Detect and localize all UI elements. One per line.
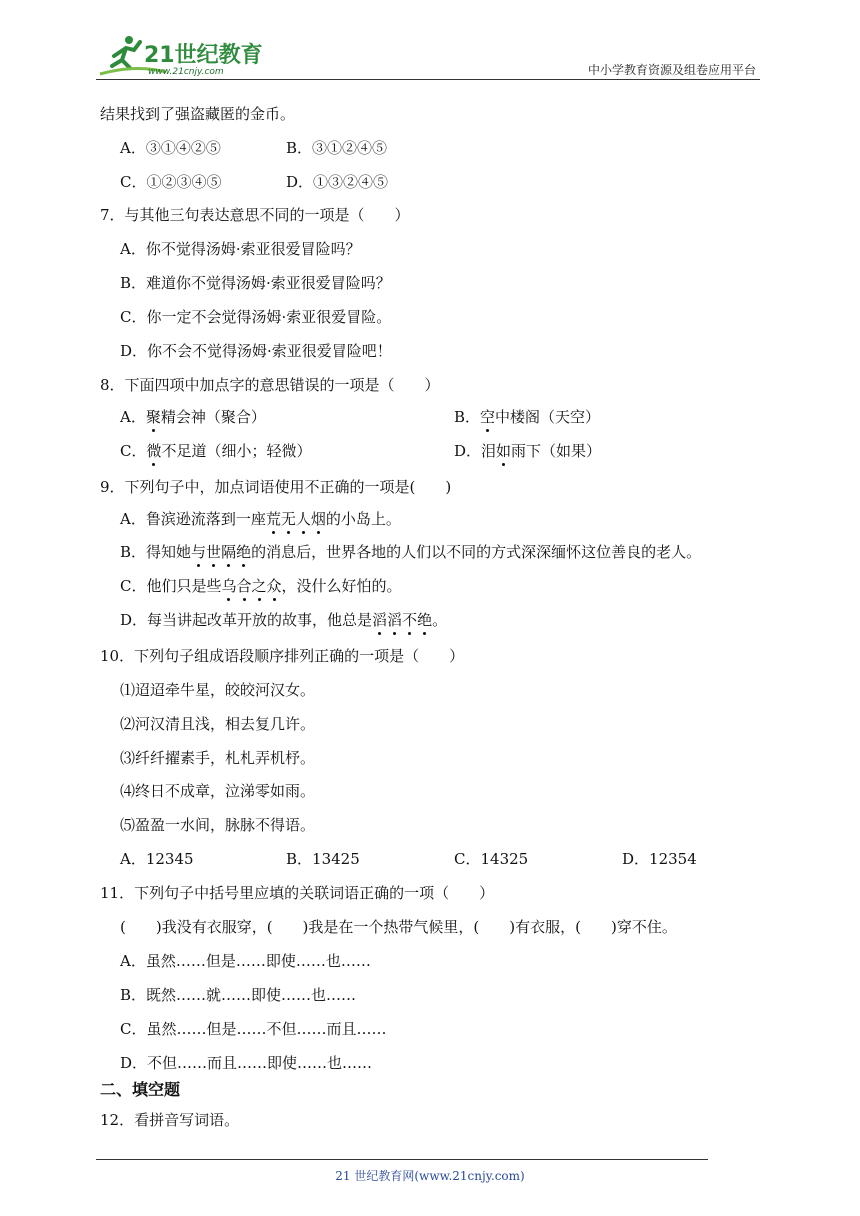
- q10-line: ⑶纤纤擢素手，札札弄机杼。: [120, 749, 316, 767]
- q6-tail: 结果找到了强盗藏匿的金币。: [100, 105, 296, 123]
- q9-option-d: D．每当讲起改革开放的故事，他总是滔滔不绝。: [120, 611, 448, 629]
- q6-option-c: C．①②③④⑤: [120, 173, 222, 191]
- q9-option-b: B．得知她与世隔绝的消息后，世界各地的人们以不同的方式深深缅怀这位善良的老人。: [120, 543, 702, 561]
- q7-stem: 7．与其他三句表达意思不同的一项是（ ）: [100, 206, 410, 224]
- emphasis-dot-phrase: [191, 543, 251, 561]
- q11-option-d: D．不但……而且……即使……也……: [120, 1054, 373, 1072]
- emphasis-dot-char: 滔: [387, 611, 403, 629]
- emphasis-dot-phrase: [266, 510, 326, 528]
- q11-option-b: B．既然……就……即使……也……: [120, 986, 357, 1004]
- emphasis-dot-char: 如: [496, 442, 512, 460]
- q10-stem: 10．下列句子组成语段顺序排列正确的一项是（ ）: [100, 647, 465, 665]
- q7-option-b: B．难道你不觉得汤姆·索亚很爱冒险吗？: [120, 274, 391, 292]
- q11-stem: 11．下列句子中括号里应填的关联词语正确的一项（ ）: [100, 884, 495, 902]
- q8-option-b: B．空中楼阁（天空）: [454, 408, 601, 426]
- emphasis-dot-char: 隔: [221, 543, 237, 561]
- emphasis-dot-phrase: [372, 611, 432, 629]
- emphasis-dot-char: 烟: [310, 510, 326, 528]
- q10-line: ⑷终日不成章，泣涕零如雨。: [120, 782, 316, 800]
- emphasis-dot-char: 之: [251, 577, 267, 595]
- header-platform-name: 中小学教育资源及组卷应用平台: [587, 63, 756, 77]
- runner-figure-icon: [112, 42, 140, 68]
- q9-stem: 9．下列句子中，加点词语使用不正确的一项是( ): [100, 478, 452, 496]
- q7-option-a: A．你不觉得汤姆·索亚很爱冒险吗？: [120, 240, 361, 258]
- logo-url: www.21cnjy.com: [148, 67, 224, 77]
- q7-option-c: C．你一定不会觉得汤姆·索亚很爱冒险。: [120, 308, 392, 326]
- footer-divider: [96, 1159, 708, 1160]
- emphasis-dot-char: 绝: [236, 543, 252, 561]
- q6-option-b: B．③①②④⑤: [286, 139, 388, 157]
- emphasis-dot-char: 合: [236, 577, 252, 595]
- q8-option-a: A．聚精会神（聚合）: [120, 408, 266, 426]
- emphasis-dot-char: 滔: [372, 611, 388, 629]
- q9-option-a: A．鲁滨逊流落到一座荒无人烟的小岛上。: [120, 510, 401, 528]
- q7-option-d: D．你不会不觉得汤姆·索亚很爱冒险吧！: [120, 342, 392, 360]
- q10-line: ⑴迢迢牵牛星，皎皎河汉女。: [120, 681, 316, 699]
- footer-source: 21 世纪教育网(www.21cnjy.com): [335, 1169, 525, 1183]
- emphasis-dot-char: 与: [191, 543, 207, 561]
- q10-option-b: B．13425: [286, 850, 360, 868]
- q8-stem: 8．下面四项中加点字的意思错误的一项是（ ）: [100, 376, 440, 394]
- q10-option-c: C．14325: [454, 850, 529, 868]
- q8-option-c: C．微不足道（细小；轻微）: [120, 442, 312, 460]
- emphasis-dot-char: 聚: [145, 408, 161, 426]
- emphasis-dot-char: 乌: [221, 577, 237, 595]
- emphasis-dot-char: 绝: [417, 611, 433, 629]
- q10-line: ⑸盈盈一水间，脉脉不得语。: [120, 816, 316, 834]
- q11-sentence: ( )我没有衣服穿，( )我是在一个热带气候里，( )有衣服，( )穿不住。: [120, 918, 677, 936]
- logo-text: 21世纪教育: [144, 43, 263, 68]
- q8-option-d: D．泪如雨下（如果）: [454, 442, 602, 460]
- q12-stem: 12．看拼音写词语。: [100, 1111, 240, 1129]
- q10-option-d: D．12354: [622, 850, 697, 868]
- emphasis-dot-char: 世: [206, 543, 222, 561]
- q11-option-a: A．虽然……但是……即使……也……: [120, 952, 371, 970]
- site-logo: [96, 34, 266, 78]
- emphasis-dot-char: 人: [295, 510, 311, 528]
- emphasis-dot-char: 无: [280, 510, 296, 528]
- emphasis-dot-char: 微: [146, 442, 162, 460]
- emphasis-dot-char: 荒: [265, 510, 281, 528]
- q9-option-c: C．他们只是些乌合之众，没什么好怕的。: [120, 577, 402, 595]
- emphasis-dot-phrase: [221, 577, 281, 595]
- runner-head-icon: [125, 36, 133, 44]
- section-heading: 二、填空题: [100, 1080, 181, 1099]
- q6-option-a: A．③①④②⑤: [120, 139, 221, 157]
- emphasis-dot-char: 不: [402, 611, 418, 629]
- emphasis-dot-char: 空: [480, 408, 496, 426]
- emphasis-dot-char: 众: [266, 577, 282, 595]
- q10-line: ⑵河汉清且浅，相去复几许。: [120, 715, 316, 733]
- q11-option-c: C．虽然……但是……不但……而且……: [120, 1020, 387, 1038]
- q6-option-d: D．①③②④⑤: [286, 173, 389, 191]
- header-divider: [96, 79, 760, 80]
- q10-option-a: A．12345: [120, 850, 194, 868]
